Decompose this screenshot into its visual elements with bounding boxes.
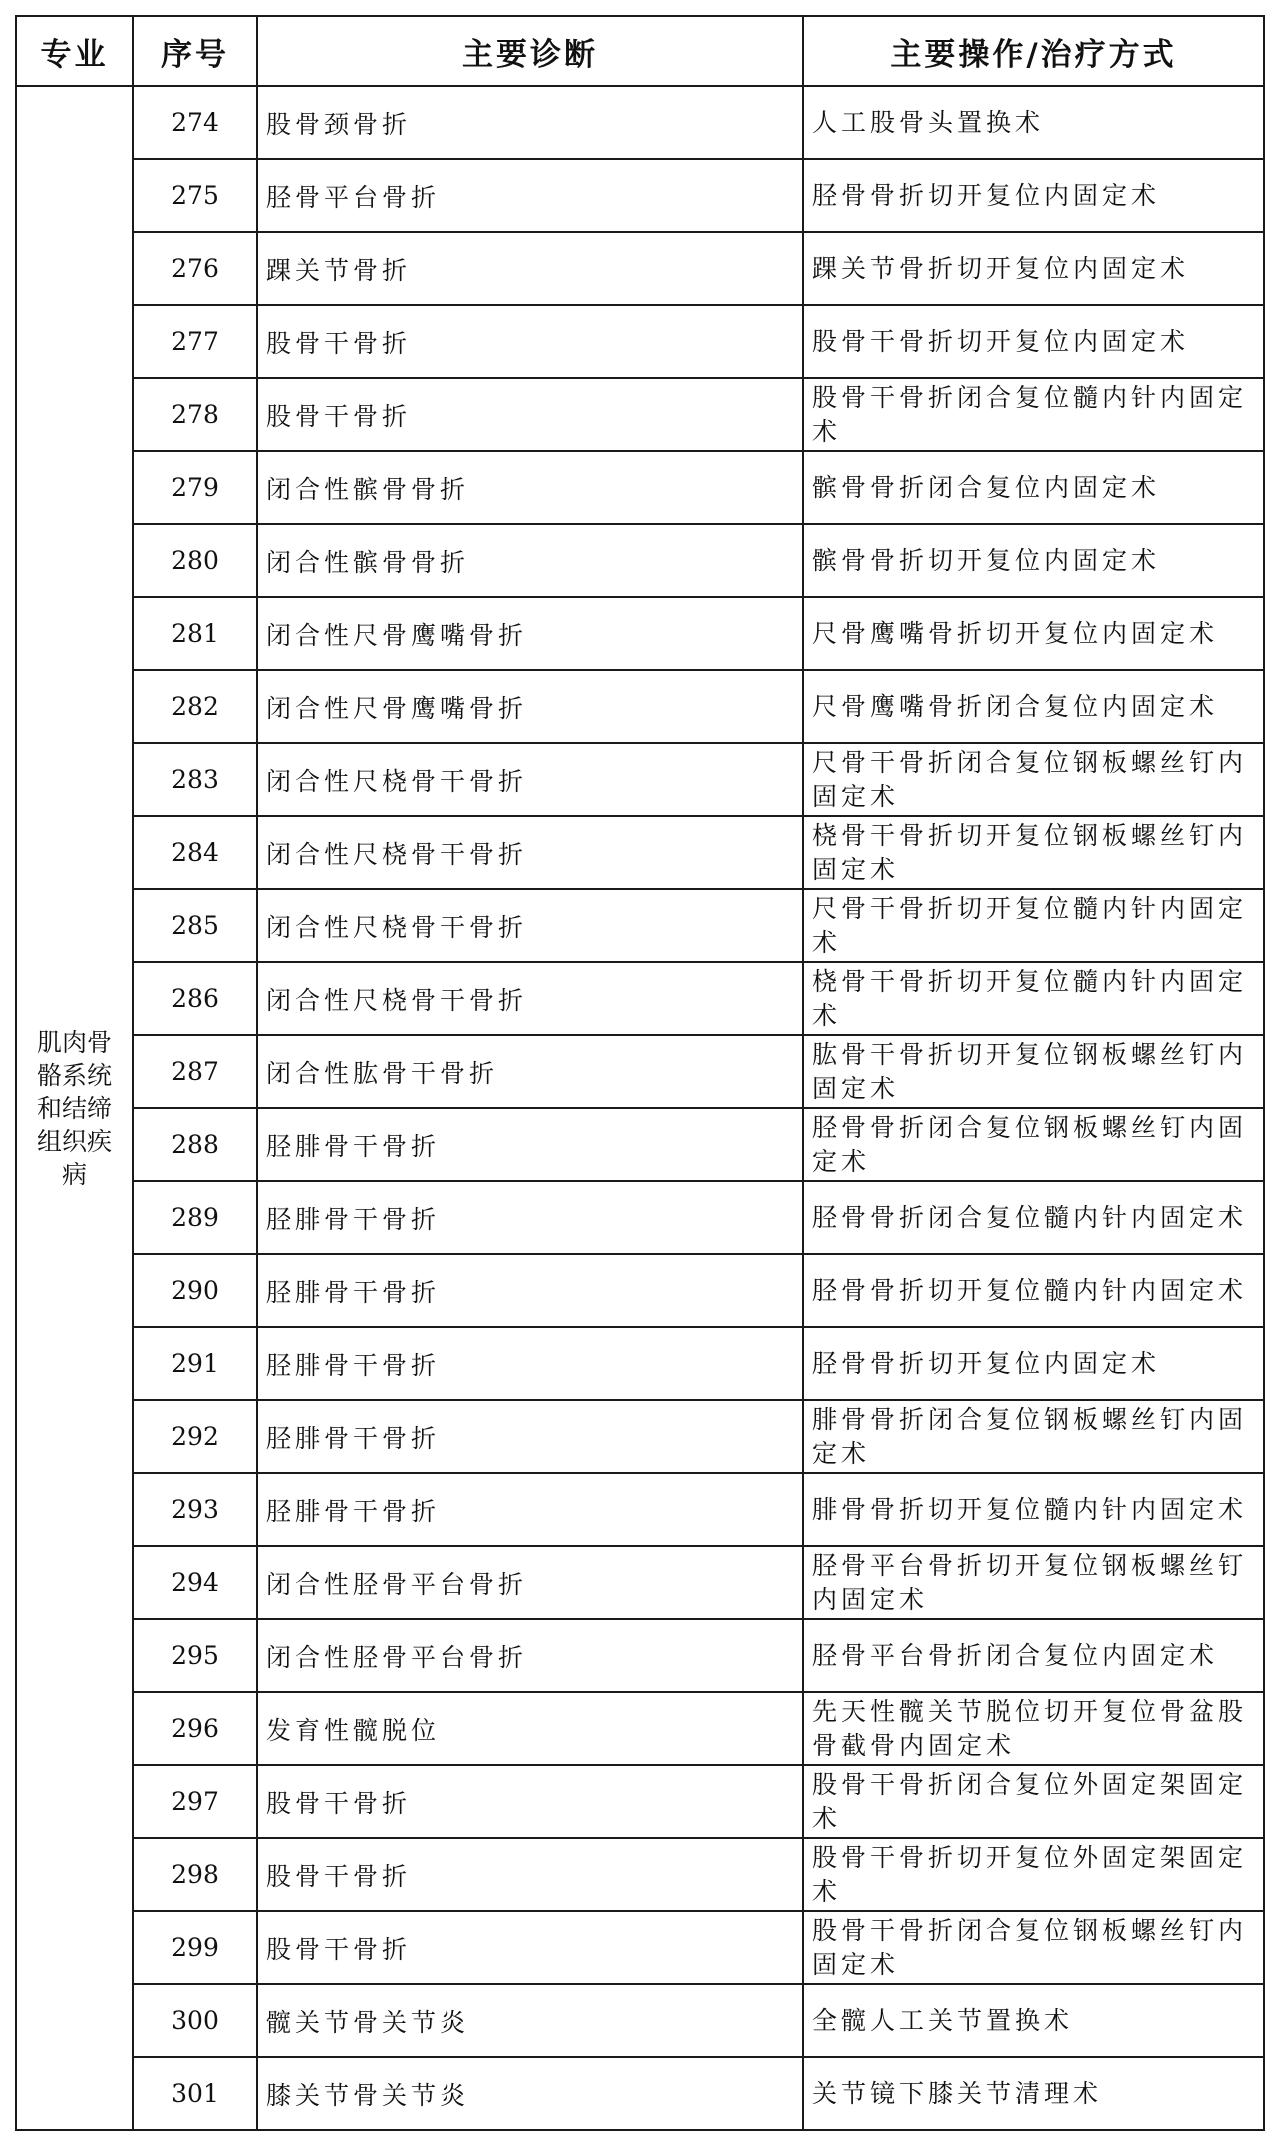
table-row — [16, 962, 1264, 1035]
procedure-cell: 尺骨鹰嘴骨折切开复位内固定术 — [803, 597, 1264, 670]
procedure-cell: 股骨干骨折切开复位内固定术 — [803, 305, 1264, 378]
table-row — [16, 889, 1264, 962]
table-row — [16, 159, 1264, 232]
table-row — [16, 524, 1264, 597]
diagnosis-cell: 股骨干骨折 — [257, 378, 803, 451]
diagnosis-cell: 胫腓骨干骨折 — [257, 1181, 803, 1254]
table-row — [16, 1327, 1264, 1400]
diagnosis-cell: 闭合性肱骨干骨折 — [257, 1035, 803, 1108]
row-number: 278 — [133, 378, 257, 451]
diagnosis-cell: 闭合性髌骨骨折 — [257, 451, 803, 524]
row-number: 277 — [133, 305, 257, 378]
diagnosis-cell: 胫腓骨干骨折 — [257, 1108, 803, 1181]
procedure-cell: 胫骨骨折切开复位髓内针内固定术 — [803, 1254, 1264, 1327]
row-number: 284 — [133, 816, 257, 889]
procedure-cell: 股骨干骨折闭合复位钢板螺丝钉内固定术 — [803, 1911, 1264, 1984]
specialty-cell — [16, 86, 133, 2130]
table-body — [16, 86, 1264, 2130]
procedure-cell: 桡骨干骨折切开复位钢板螺丝钉内固定术 — [803, 816, 1264, 889]
row-number: 275 — [133, 159, 257, 232]
diagnosis-cell: 股骨干骨折 — [257, 1838, 803, 1911]
table-row — [16, 1035, 1264, 1108]
row-number: 293 — [133, 1473, 257, 1546]
table-row — [16, 1765, 1264, 1838]
diagnosis-cell: 发育性髋脱位 — [257, 1692, 803, 1765]
diagnosis-cell: 闭合性胫骨平台骨折 — [257, 1619, 803, 1692]
diagnosis-cell: 闭合性尺骨鹰嘴骨折 — [257, 597, 803, 670]
row-number: 294 — [133, 1546, 257, 1619]
diagnosis-cell: 胫骨平台骨折 — [257, 159, 803, 232]
procedure-cell: 股骨干骨折闭合复位髓内针内固定术 — [803, 378, 1264, 451]
procedure-cell: 胫骨骨折闭合复位钢板螺丝钉内固定术 — [803, 1108, 1264, 1181]
header-procedure: 主要操作/治疗方式 — [803, 16, 1264, 86]
row-number: 280 — [133, 524, 257, 597]
row-number: 291 — [133, 1327, 257, 1400]
table-row — [16, 232, 1264, 305]
table-row — [16, 1838, 1264, 1911]
table-row — [16, 1911, 1264, 1984]
table-row — [16, 816, 1264, 889]
row-number: 296 — [133, 1692, 257, 1765]
diagnosis-cell: 闭合性尺骨鹰嘴骨折 — [257, 670, 803, 743]
procedure-cell: 先天性髋关节脱位切开复位骨盆股骨截骨内固定术 — [803, 1692, 1264, 1765]
table-row — [16, 743, 1264, 816]
row-number: 285 — [133, 889, 257, 962]
row-number: 288 — [133, 1108, 257, 1181]
procedure-cell: 尺骨鹰嘴骨折闭合复位内固定术 — [803, 670, 1264, 743]
procedure-cell: 尺骨干骨折闭合复位钢板螺丝钉内固定术 — [803, 743, 1264, 816]
row-number: 298 — [133, 1838, 257, 1911]
diagnosis-cell: 闭合性尺桡骨干骨折 — [257, 889, 803, 962]
table-row — [16, 1619, 1264, 1692]
table-row — [16, 1108, 1264, 1181]
table-row — [16, 2057, 1264, 2130]
diagnosis-cell: 胫腓骨干骨折 — [257, 1473, 803, 1546]
row-number: 281 — [133, 597, 257, 670]
row-number: 300 — [133, 1984, 257, 2057]
row-number: 283 — [133, 743, 257, 816]
table-row — [16, 1546, 1264, 1619]
row-number: 297 — [133, 1765, 257, 1838]
diagnosis-cell: 髋关节骨关节炎 — [257, 1984, 803, 2057]
table-row — [16, 1400, 1264, 1473]
diagnosis-cell: 闭合性尺桡骨干骨折 — [257, 816, 803, 889]
diagnosis-cell: 闭合性尺桡骨干骨折 — [257, 962, 803, 1035]
row-number: 282 — [133, 670, 257, 743]
table-row — [16, 86, 1264, 159]
row-number: 276 — [133, 232, 257, 305]
diagnosis-cell: 股骨颈骨折 — [257, 86, 803, 159]
table-row — [16, 670, 1264, 743]
procedure-cell: 人工股骨头置换术 — [803, 86, 1264, 159]
diagnosis-cell: 膝关节骨关节炎 — [257, 2057, 803, 2130]
diagnosis-cell: 闭合性胫骨平台骨折 — [257, 1546, 803, 1619]
row-number: 295 — [133, 1619, 257, 1692]
procedure-cell: 关节镜下膝关节清理术 — [803, 2057, 1264, 2130]
row-number: 274 — [133, 86, 257, 159]
procedure-cell: 腓骨骨折闭合复位钢板螺丝钉内固定术 — [803, 1400, 1264, 1473]
diagnosis-cell: 股骨干骨折 — [257, 1911, 803, 1984]
header-row — [16, 16, 1264, 86]
procedure-cell: 胫骨骨折切开复位内固定术 — [803, 1327, 1264, 1400]
table-row — [16, 1254, 1264, 1327]
row-number: 289 — [133, 1181, 257, 1254]
diagnosis-cell: 踝关节骨折 — [257, 232, 803, 305]
procedure-cell: 胫骨平台骨折切开复位钢板螺丝钉内固定术 — [803, 1546, 1264, 1619]
table-row — [16, 1181, 1264, 1254]
table-row — [16, 597, 1264, 670]
row-number: 292 — [133, 1400, 257, 1473]
procedure-cell: 全髋人工关节置换术 — [803, 1984, 1264, 2057]
row-number: 290 — [133, 1254, 257, 1327]
diagnosis-cell: 闭合性尺桡骨干骨折 — [257, 743, 803, 816]
row-number: 299 — [133, 1911, 257, 1984]
procedure-cell: 股骨干骨折闭合复位外固定架固定术 — [803, 1765, 1264, 1838]
procedure-cell: 踝关节骨折切开复位内固定术 — [803, 232, 1264, 305]
diagnosis-cell: 股骨干骨折 — [257, 1765, 803, 1838]
diagnosis-cell: 胫腓骨干骨折 — [257, 1327, 803, 1400]
procedure-cell: 股骨干骨折切开复位外固定架固定术 — [803, 1838, 1264, 1911]
table-row — [16, 1473, 1264, 1546]
header-number: 序号 — [133, 16, 257, 86]
table-row — [16, 1984, 1264, 2057]
row-number: 287 — [133, 1035, 257, 1108]
diagnosis-cell: 胫腓骨干骨折 — [257, 1254, 803, 1327]
table-row — [16, 1692, 1264, 1765]
diagnosis-cell: 胫腓骨干骨折 — [257, 1400, 803, 1473]
procedure-cell: 腓骨骨折切开复位髓内针内固定术 — [803, 1473, 1264, 1546]
procedure-cell: 髌骨骨折闭合复位内固定术 — [803, 451, 1264, 524]
procedure-cell: 胫骨平台骨折闭合复位内固定术 — [803, 1619, 1264, 1692]
procedure-cell: 肱骨干骨折切开复位钢板螺丝钉内固定术 — [803, 1035, 1264, 1108]
procedure-table — [15, 15, 1265, 2131]
procedure-cell: 桡骨干骨折切开复位髓内针内固定术 — [803, 962, 1264, 1035]
procedure-cell: 胫骨骨折闭合复位髓内针内固定术 — [803, 1181, 1264, 1254]
row-number: 301 — [133, 2057, 257, 2130]
procedure-cell: 尺骨干骨折切开复位髓内针内固定术 — [803, 889, 1264, 962]
header-specialty: 专业 — [16, 16, 133, 86]
header-diagnosis: 主要诊断 — [257, 16, 803, 86]
table-row — [16, 451, 1264, 524]
table-row — [16, 378, 1264, 451]
procedure-cell: 髌骨骨折切开复位内固定术 — [803, 524, 1264, 597]
diagnosis-cell: 股骨干骨折 — [257, 305, 803, 378]
row-number: 279 — [133, 451, 257, 524]
row-number: 286 — [133, 962, 257, 1035]
diagnosis-cell: 闭合性髌骨骨折 — [257, 524, 803, 597]
table-row — [16, 305, 1264, 378]
specialty-label: 肌肉骨骼系统和结缔组织疾病 — [36, 1027, 112, 1189]
procedure-cell: 胫骨骨折切开复位内固定术 — [803, 159, 1264, 232]
